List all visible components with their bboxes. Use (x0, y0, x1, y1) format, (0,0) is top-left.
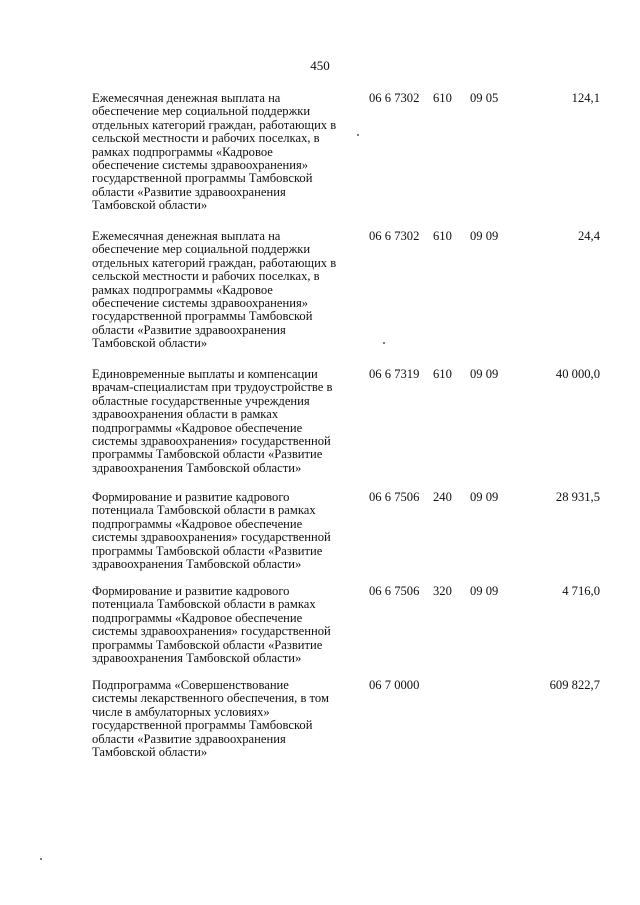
row-expense-type-code: 610 (433, 229, 452, 243)
row-target-article-code: 06 7 0000 (369, 678, 420, 692)
row-amount: 124,1 (571, 91, 600, 105)
row-section-code: 09 09 (470, 367, 499, 381)
row-target-article-code: 06 6 7506 (369, 490, 420, 504)
row-amount: 28 931,5 (555, 490, 600, 504)
row-amount: 4 716,0 (562, 584, 600, 598)
row-target-article-code: 06 6 7302 (369, 91, 420, 105)
row-description: Единовременные выплаты и компенсации врачам-специалистам при трудоустройстве в областные государственные учреждения здравоохранения области в рамках подпрограммы «Кадровое обеспечение системы здравоохранения» государственной программы Тамбовской области «Развитие здравоохранения Тамбовской области» (92, 367, 333, 475)
row-description: Ежемесячная денежная выплата на обеспечение мер социальной поддержки отдельных категорий граждан, работающих в сельской местности и рабочих поселках, в рамках подпрограммы «Кадровое обеспечение системы здравоохранения» государственной программы Тамбовской области «Развитие здравоохранения Тамбовской области» (92, 229, 337, 351)
row-target-article-code: 06 6 7302 (369, 229, 420, 243)
row-section-code: 09 05 (470, 91, 499, 105)
row-expense-type-code: 240 (433, 490, 452, 504)
row-expense-type-code: 320 (433, 584, 452, 598)
row-section-code: 09 09 (470, 229, 499, 243)
scan-speck (357, 134, 359, 136)
row-description: Формирование и развитие кадрового потенциала Тамбовской области в рамках подпрограммы «Кадровое обеспечение системы здравоохранения» государственной программы Тамбовской области «Развитие здравоохранения Тамбовской области» (92, 490, 331, 572)
scan-speck (383, 342, 385, 344)
scan-speck (40, 858, 42, 860)
row-description: Ежемесячная денежная выплата на обеспечение мер социальной поддержки отдельных категорий граждан, работающих в сельской местности и рабочих поселках, в рамках подпрограммы «Кадровое обеспечение системы здравоохранения» государственной программы Тамбовской области «Развитие здравоохранения Тамбовской области» (92, 91, 337, 213)
row-amount: 40 000,0 (555, 367, 600, 381)
row-expense-type-code: 610 (433, 91, 452, 105)
row-target-article-code: 06 6 7319 (369, 367, 420, 381)
row-description: Формирование и развитие кадрового потенциала Тамбовской области в рамках подпрограммы «Кадровое обеспечение системы здравоохранения» государственной программы Тамбовской области «Развитие здравоохранения Тамбовской области» (92, 584, 331, 666)
row-amount: 24,4 (577, 229, 600, 243)
row-amount: 609 822,7 (549, 678, 600, 692)
row-target-article-code: 06 6 7506 (369, 584, 420, 598)
row-section-code: 09 09 (470, 490, 499, 504)
row-expense-type-code: 610 (433, 367, 452, 381)
row-description: Подпрограмма «Совершенствование системы лекарственного обеспечения, в том числе в амбулаторных условиях» государственной программы Тамбовской области «Развитие здравоохранения Тамбовской области» (92, 678, 329, 760)
row-section-code: 09 09 (470, 584, 499, 598)
page-number: 450 (310, 58, 330, 73)
